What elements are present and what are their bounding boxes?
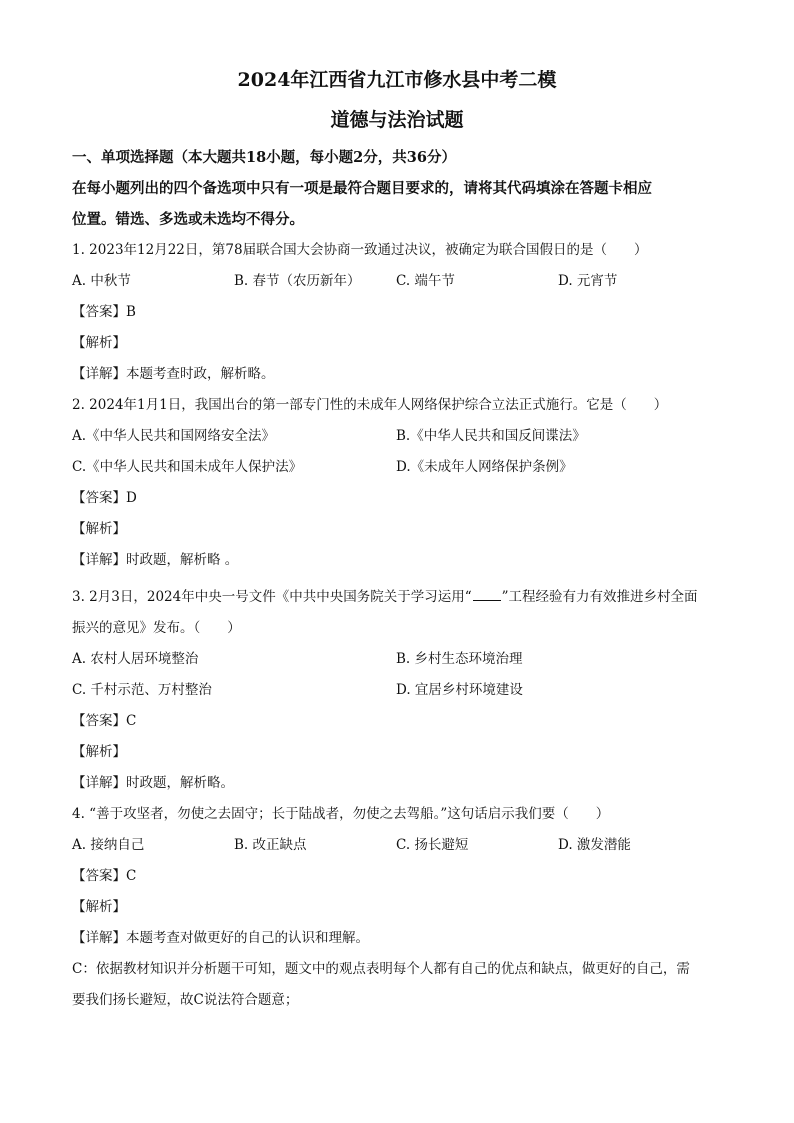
option-c: C.《中华人民共和国未成年人保护法》 xyxy=(72,459,303,475)
question-2-answer: 【答案】D xyxy=(72,490,137,506)
question-4-explanation-line1: C：依据教材知识并分析题干可知，题文中的观点表明每个人都有自己的优点和缺点，做更好的自己，需 xyxy=(72,961,690,977)
question-2-analysis: 【解析】 xyxy=(72,521,126,537)
option-c: C. 扬长避短 xyxy=(396,837,469,853)
section-instruction-line2: 位置。错选、多选或未选均不得分。 xyxy=(72,211,304,228)
question-3-stem-line1 xyxy=(72,582,722,613)
section-instruction-line1: 在每小题列出的四个备选项中只有一项是最符合题目要求的，请将其代码填涂在答题卡相应 xyxy=(72,180,652,197)
option-c: C. 千村示范、万村整治 xyxy=(72,682,212,698)
question-3-detail: 【详解】时政题，解析略。 xyxy=(72,775,234,791)
option-b: B. 改正缺点 xyxy=(234,837,307,853)
question-4-detail: 【详解】本题考查对做更好的自己的认识和理解。 xyxy=(72,930,369,946)
question-3-answer: 【答案】C xyxy=(72,713,137,729)
question-3-analysis: 【解析】 xyxy=(72,744,126,760)
question-3-options-row1 xyxy=(72,644,722,675)
option-d: D. 激发潜能 xyxy=(558,837,631,853)
question-4-stem: 4. “善于攻坚者，勿使之去固守；长于陆战者，勿使之去驾船。”这句话启示我们要（ ） xyxy=(72,806,610,822)
question-4-analysis: 【解析】 xyxy=(72,899,126,915)
fill-blank xyxy=(473,588,501,601)
option-d: D.《未成年人网络保护条例》 xyxy=(396,459,573,475)
question-2-detail: 【详解】时政题，解析略 。 xyxy=(72,552,239,568)
option-b: B. 乡村生态环境治理 xyxy=(396,651,523,667)
question-1-options xyxy=(72,266,722,297)
section-heading: 一、单项选择题（本大题共18小题，每小题2分，共36分） xyxy=(72,149,456,166)
question-3-stem-part2: ”工程经验有力有效推进乡村全面 xyxy=(501,589,698,605)
question-1-analysis: 【解析】 xyxy=(72,335,126,351)
question-1-answer: 【答案】B xyxy=(72,304,136,320)
question-4-answer: 【答案】C xyxy=(72,868,137,884)
question-1-stem: 1. 2023年12月22日，第78届联合国大会协商一致通过决议，被确定为联合国假日的是（ ） xyxy=(72,242,648,258)
question-3-stem-line2: 振兴的意见》发布。（ ） xyxy=(72,620,241,636)
option-b: B.《中华人民共和国反间谍法》 xyxy=(396,428,586,444)
option-c: C. 端午节 xyxy=(396,273,455,289)
question-1-detail: 【详解】本题考查时政，解析略。 xyxy=(72,366,275,382)
option-a: A. 接纳自己 xyxy=(72,837,145,853)
option-a: A. 中秋节 xyxy=(72,273,131,289)
question-3-stem-part1: 3. 2月3日，2024年中央一号文件《中共中央国务院关于学习运用“ xyxy=(72,589,472,605)
exam-subtitle: 道德与法治试题 xyxy=(330,109,464,131)
question-3-options-row2 xyxy=(72,675,722,706)
question-2-options-row2 xyxy=(72,452,722,483)
option-d: D. 元宵节 xyxy=(558,273,618,289)
option-a: A.《中华人民共和国网络安全法》 xyxy=(72,428,276,444)
option-d: D. 宜居乡村环境建设 xyxy=(396,682,523,698)
exam-title: 2024年江西省九江市修水县中考二模 xyxy=(237,69,557,91)
question-4-options xyxy=(72,830,722,861)
question-2-options-row1 xyxy=(72,421,722,452)
question-2-stem: 2. 2024年1月1日，我国出台的第一部专门性的未成年人网络保护综合立法正式施行。它是（ ） xyxy=(72,397,668,413)
option-a: A. 农村人居环境整治 xyxy=(72,651,199,667)
question-4-explanation-line2: 要我们扬长避短，故C说法符合题意； xyxy=(72,992,299,1008)
option-b: B. 春节（农历新年） xyxy=(234,273,361,289)
